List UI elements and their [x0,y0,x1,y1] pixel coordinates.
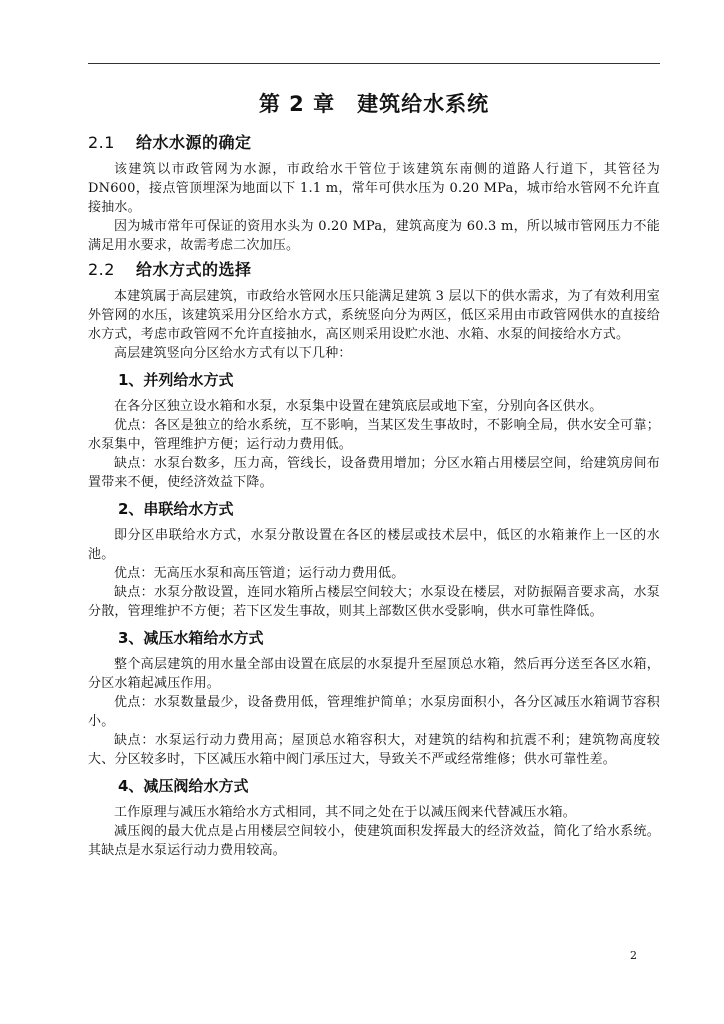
subsection-heading-3: 3、减压水箱给水方式 [118,629,264,647]
paragraph: 缺点：水泵台数多，压力高，管线长，设备费用增加；分区水箱占用楼层空间，给建筑房间布置带来不便，使经济效益下降。 [88,456,660,490]
header-rule [88,63,660,64]
paragraph: 工作原理与减压水箱给水方式相同，其不同之处在于以减压阀来代替减压水箱。 [114,805,577,820]
paragraph: 高层建筑竖向分区给水方式有以下几种： [114,346,352,361]
section-heading-2-2 [88,259,660,281]
paragraph: 优点：各区是独立的给水系统，互不影响，当某区发生事故时，不影响全局，供水安全可靠；水泵集中，管理维护方便；运行动力费用低。 [88,418,660,452]
section-number: 2.1 [88,133,115,152]
section-number: 2.2 [88,260,115,279]
paragraph: 整个高层建筑的用水量全部由设置在底层的水泵提升至屋顶总水箱，然后再分送至各区水箱，分区水箱起减压作用。 [88,657,660,691]
chapter-title: 第 2 章 建筑给水系统 [258,92,490,116]
paragraph: 优点：水泵数量最少，设备费用低，管理维护简单；水泵房面积小，各分区减压水箱调节容积小。 [88,695,660,729]
paragraph: 在各分区独立设水箱和水泵，水泵集中设置在建筑底层或地下室，分别向各区供水。 [114,399,603,414]
paragraph: 该建筑以市政管网为水源，市政给水干管位于该建筑东南侧的道路人行道下，其管径为 DN600，接点管顶埋深为地面以下 1.1 m，常年可供水压为 0.20 MPa，城市给水管网不允许直接抽水。 [88,162,660,215]
paragraph: 优点：无高压水泵和高压管道；运行动力费用低。 [114,566,405,581]
section-heading-2-1 [88,132,660,154]
section-title-text: 给水水源的确定 [136,133,252,152]
paragraph: 即分区串联给水方式，水泵分散设置在各区的楼层或技术层中，低区的水箱兼作上一区的水池。 [88,528,660,562]
subsection-heading-2: 2、串联给水方式 [118,500,234,518]
paragraph: 因为城市常年可保证的资用水头为 0.20 MPa，建筑高度为 60.3 m，所以城市管网压力不能满足用水要求，故需考虑二次加压。 [88,219,660,253]
subsection-heading-4: 4、减压阀给水方式 [118,777,249,795]
section-title-text: 给水方式的选择 [136,260,252,279]
page-content [88,90,660,860]
paragraph: 缺点：水泵运行动力费用高；屋顶总水箱容积大，对建筑的结构和抗震不利；建筑物高度较大、分区较多时，下区减压水箱中阀门承压过大，导致关不严或经常维修；供水可靠性差。 [88,733,660,767]
page-number: 2 [630,949,637,962]
paragraph: 本建筑属于高层建筑，市政给水管网水压只能满足建筑 3 层以下的供水需求，为了有效利用室外管网的水压，该建筑采用分区给水方式，系统竖向分为两区，低区采用由市政管网供水的直接给水方式，考虑市政管网不允许直接抽水，高区则采用设贮水池、水箱、水泵的间接给水方式。 [88,289,660,342]
subsection-heading-1: 1、并列给水方式 [118,371,234,389]
paragraph: 减压阀的最大优点是占用楼层空间较小，使建筑面积发挥最大的经济效益，简化了给水系统。其缺点是水泵运行动力费用较高。 [88,824,660,858]
paragraph: 缺点：水泵分散设置，连同水箱所占楼层空间较大；水泵设在楼层，对防振隔音要求高，水泵分散，管理维护不方便；若下区发生事故，则其上部数区供水受影响，供水可靠性降低。 [88,585,660,619]
